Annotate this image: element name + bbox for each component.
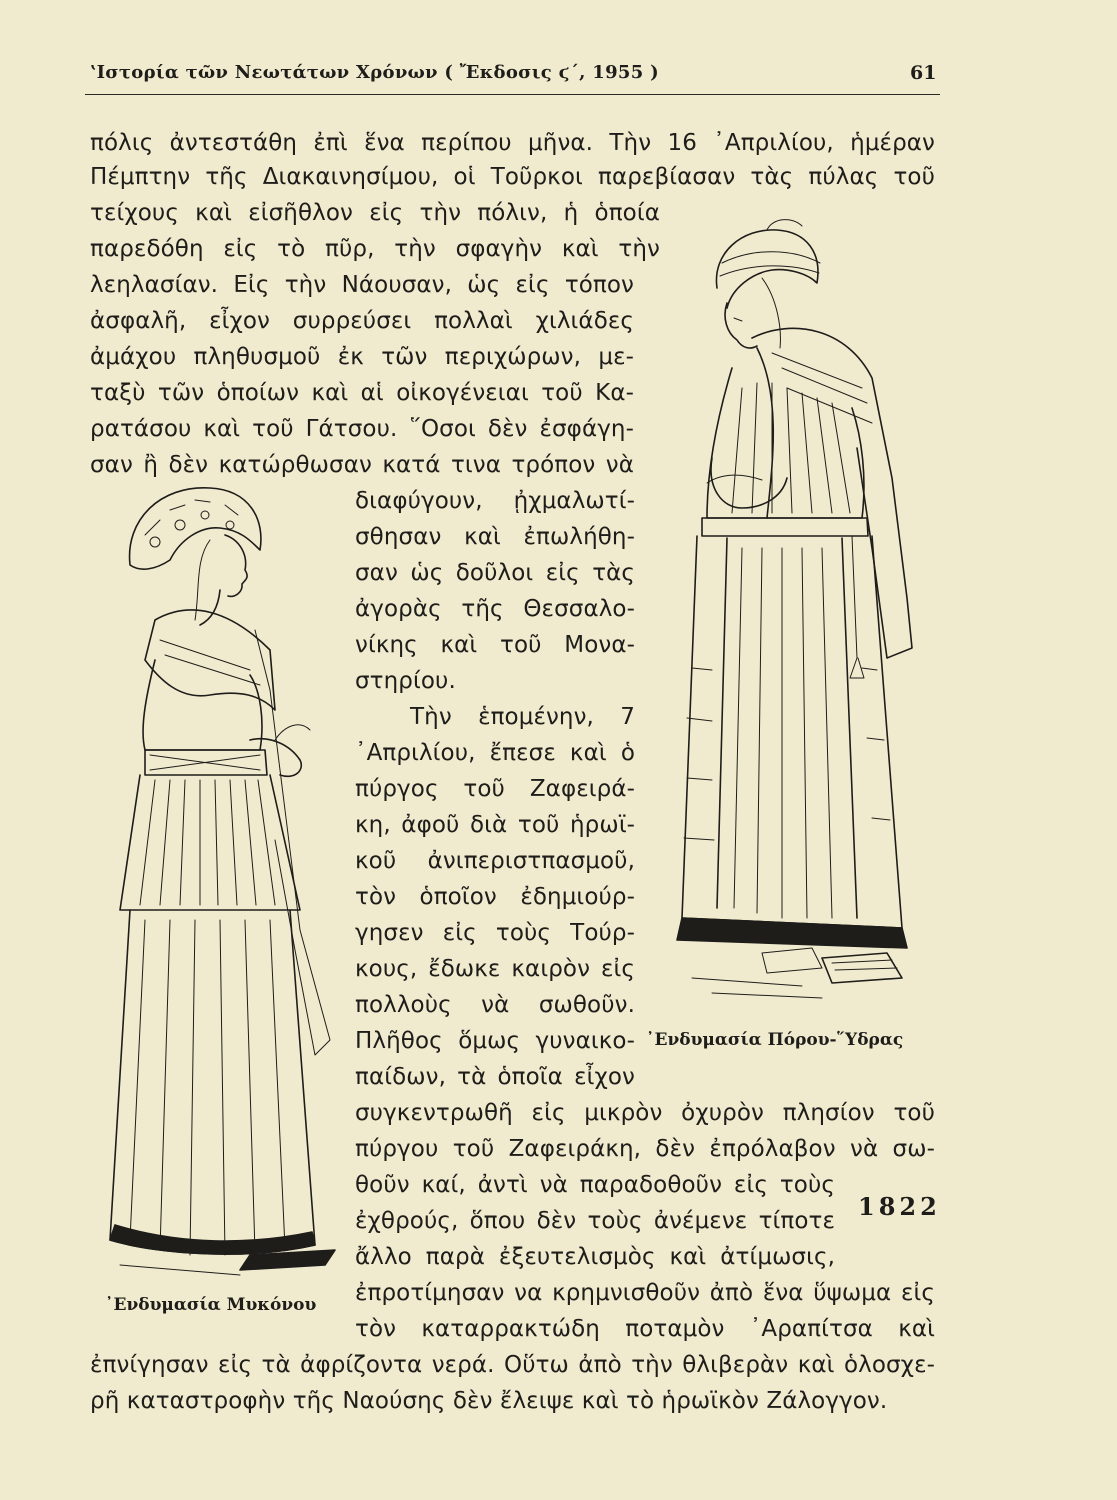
page-number: 61 xyxy=(910,62,937,84)
body-line: ρῆ καταστροφὴν τῆς Ναούσης δὲν ἔλειψε καὶ τὸ ἡρωϊκὸν Ζάλογγον. xyxy=(90,1388,888,1414)
body-line: ἐχθρούς, ὅπου δὲν τοὺς ἀνέμενε τίποτε xyxy=(355,1208,835,1234)
body-line: ταξὺ τῶν ὁποίων καὶ αἱ οἰκογένειαι τοῦ Κα- xyxy=(90,380,634,406)
body-line: παίδων, τὰ ὁποῖα εἶχον xyxy=(355,1064,635,1090)
mykonos-costume-illustration xyxy=(100,480,350,1290)
body-line: κη, ἀφοῦ διὰ τοῦ ἡρωϊ- xyxy=(355,812,635,838)
body-line: θοῦν καί, ἀντὶ νὰ παραδοθοῦν εἰς τοὺς xyxy=(355,1172,835,1198)
body-line: ρατάσου καὶ τοῦ Γάτσου. ῞Οσοι δὲν ἐσφάγη- xyxy=(90,416,634,442)
body-line: κοῦ ἀνιπεριστπασμοῦ, xyxy=(355,848,635,874)
body-line: σαν ἢ δὲν κατώρθωσαν κατά τινα τρόπον νὰ xyxy=(90,452,634,478)
caption-mykonos: ᾿Ενδυμασία Μυκόνου xyxy=(105,1295,317,1315)
margin-year: 1822 xyxy=(858,1192,941,1221)
body-line: συγκεντρωθῆ εἰς μικρὸν ὀχυρὸν πλησίον τοῦ xyxy=(355,1100,935,1126)
body-line: κους, ἔδωκε καιρὸν εἰς xyxy=(355,956,635,982)
body-line: τείχους καὶ εἰσῆθλον εἰς τὴν πόλιν, ἡ ὁποία xyxy=(90,200,660,226)
poros-hydra-costume-illustration xyxy=(672,218,942,1008)
body-line: ᾿Απριλίου, ἔπεσε καὶ ὁ xyxy=(355,740,635,766)
caption-poros-hydra: ᾿Ενδυμασία Πόρου-῞Υδρας xyxy=(646,1030,904,1050)
body-line: ἐπροτίμησαν να κρημνισθοῦν ἀπὸ ἕνα ὕψωμα εἰς xyxy=(355,1280,935,1306)
body-line: Τὴν ἑπομένην, 7 xyxy=(410,704,635,730)
body-line: στηρίου. xyxy=(355,668,456,694)
body-line: λεηλασίαν. Εἰς τὴν Νάουσαν, ὡς εἰς τόπον xyxy=(90,272,634,298)
body-line: παρεδόθη εἰς τὸ πῦρ, τὴν σφαγὴν καὶ τὴν xyxy=(90,236,660,262)
body-line: πύργος τοῦ Ζαφειρά- xyxy=(355,776,635,802)
body-line: ἀσφαλῆ, εἶχον συρρεύσει πολλαὶ χιλιάδες xyxy=(90,308,634,334)
body-line: σαν ὡς δοῦλοι εἰς τὰς xyxy=(355,560,635,586)
header-rule xyxy=(85,94,940,95)
body-line: τὸν καταρρακτώδη ποταμὸν ᾿Αραπίτσα καὶ xyxy=(355,1316,935,1342)
body-line: πόλις ἀντεστάθη ἐπὶ ἕνα περίπου μῆνα. Τὴν 16 ᾿Απριλίου, ἡμέραν xyxy=(90,130,935,156)
body-line: διαφύγουν, ᾐχμαλωτί- xyxy=(355,488,635,514)
body-line: ἄλλο παρὰ ἐξευτελισμὸς καὶ ἀτίμωσις, xyxy=(355,1244,835,1270)
body-line: πολλοὺς νὰ σωθοῦν. xyxy=(355,992,635,1018)
body-line: ἀγορὰς τῆς Θεσσαλο- xyxy=(355,596,635,622)
body-line: γησεν εἰς τοὺς Τούρ- xyxy=(355,920,635,946)
body-line: Πλῆθος ὅμως γυναικο- xyxy=(355,1028,635,1054)
body-line: νίκης καὶ τοῦ Μονα- xyxy=(355,632,635,658)
body-line: τὸν ὁποῖον ἐδημιούρ- xyxy=(355,884,635,910)
body-line: ἐπνίγησαν εἰς τὰ ἀφρίζοντα νερά. Οὕτω ἀπὸ τὴν θλιβερὰν καὶ ὁλοσχε- xyxy=(90,1352,935,1378)
body-line: ἀμάχου πληθυσμοῦ ἐκ τῶν περιχώρων, με- xyxy=(90,344,634,370)
book-title: ʽΙστορία τῶν Νεωτάτων Χρόνων ( Ἔκδοσις ϛ΄, 1955 ) xyxy=(90,62,659,83)
body-line: πύργου τοῦ Ζαφειράκη, δὲν ἐπρόλαβον νὰ σω- xyxy=(355,1136,935,1162)
body-line: Πέμπτην τῆς Διακαινησίμου, οἱ Τοῦρκοι παρεβίασαν τὰς πύλας τοῦ xyxy=(90,164,935,190)
body-line: σθησαν καὶ ἐπωλήθη- xyxy=(355,524,635,550)
